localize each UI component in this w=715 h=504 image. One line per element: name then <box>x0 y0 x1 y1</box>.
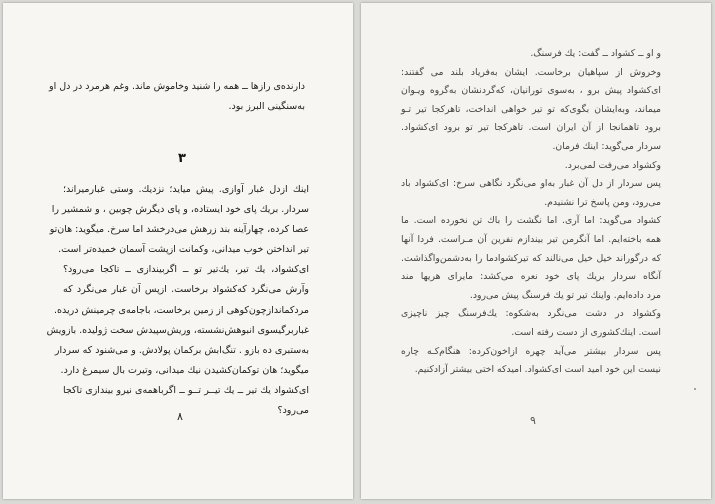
text-line: سردار. بریك پای خود ایستاده، و پای دیگرش چوبین ، و شمشیر را <box>51 204 309 216</box>
text-line: وکشواد در دشت می‌نگرد به‌شکوه: یك‌فرسنگ چیز ناچیزی <box>401 308 661 320</box>
text-line: دارنده‌ی رازها ــ همه را شنید وخاموش ماند. وغم هرمرد در دل او <box>49 81 305 92</box>
scan-speck <box>694 388 696 390</box>
text-line: و او ــ کشواد ــ گفت: یك فرسنگ. <box>530 48 661 59</box>
text-line: میگوید؛ هان تو‌کمان‌کشیدن نیك میدانی، وتیرت بال سیمرغ دارد. <box>60 364 309 376</box>
text-line: ای‌کشواد یك تیر ــ یك تیــر تــو ــ اگرباهمه‌ی نیرو بیندازی تاکجا <box>63 384 309 396</box>
text-line: وخروش از سپاهیان برخاست. ایشان به‌فریاد بلند می گفتند: <box>401 66 661 78</box>
text-line: آنگاه سردار بریك پای خود نعره می‌کشد: مایرای هریها مند <box>401 271 661 283</box>
text-line: پس سردار بیشتر می‌آید چهره ازاخون‌کرده: هنگام‌کـه چاره <box>401 345 661 357</box>
text-line: اینك ازدل غبار آوازی. پیش میاید؛ نزدیك. وستی غبارمیراند؛ <box>63 184 309 195</box>
text-line: غباربرگیسوی انبوهش‌نشسته، وریش‌سپیدش سخت ژولیده. بازویش <box>46 324 309 336</box>
text-line: ای‌کشواد، یك تیر، یك‌تیر تو ــ اگربیندازی ــ تاکجا می‌رود؟ <box>63 264 309 276</box>
text-line: به‌ستبری ده بازو . تنگ‌ابش برکمان پولادش. و می‌شنود که سردار <box>54 344 309 356</box>
text-line: می‌رود؟ <box>277 405 309 417</box>
chapter-number: ۳ <box>178 151 186 166</box>
text-line: که درگوراند خیل خیل می‌نالند که تیرکشوادما را به‌دشمن‌واگذاشت. <box>401 252 661 264</box>
page-number: ۸ <box>177 410 183 423</box>
text-line: نیست این خود امید است ای‌کشواد. امیدکه اختی بیشتر آزادکنیم. <box>414 364 661 376</box>
left-page <box>3 3 353 499</box>
right-page <box>361 3 711 499</box>
text-line: برود تاهمانجا از آن ایران است. تاهرکجا تیر تو برود ای‌کشواد. <box>401 122 661 134</box>
text-line: مردکمانداز‌چون‌کوهی از زمین برخاست، باجامه‌ی چرمینش دریده. <box>54 304 309 316</box>
text-line: سردار می‌گوید: اینك فرمان. <box>552 140 661 152</box>
text-line: میماند، وبه‌ایشان بگوی‌که تو تیر خواهی انداخت، تاهرکجا تیر تـو <box>401 103 661 115</box>
text-line: به‌سنگینی البرز بود. <box>228 101 305 113</box>
text-line: ای‌کشواد پیش برو ، به‌سوی تورانیان، که‌گردنشان به‌گروه ویـوان <box>401 85 661 97</box>
text-line: عصا کرده، چهارآینه بند زرهش می‌درخشد اما سرخ. میگوید: هان‌تو <box>49 224 309 236</box>
text-line: تیر انداختن خوب میدانی، وکمانت ازپشت آسمان خمیده‌تر است. <box>58 244 309 256</box>
text-line: مرد داده‌ایم. واینك تیر تو یك فرسنگ پیش می‌رود. <box>469 289 661 301</box>
left-top-paragraph <box>49 77 305 117</box>
text-line: وکشواد می‌رفت لمی‌برد. <box>564 159 661 171</box>
text-line: است. اینك‌کشوری از دست رفته است. <box>511 326 661 338</box>
text-line: می‌رود، ومن پاسخ ترا نشنیدم. <box>544 196 661 208</box>
text-line: همه باخته‌ایم. اما آنگرمن تیر بیندازم نفرین آن مـراست. فردا آنها <box>401 233 661 245</box>
text-line: پس سردار از دل آن غبار به‌او می‌نگرد نگاهی سرخ: ای‌کشواد باد <box>401 178 661 190</box>
text-line: وآرش می‌نگرد که‌کشواد برخاست. ازپس آن غبار می‌نگرد که <box>63 284 309 296</box>
text-line: کشواد می‌گوید: اما آری. اما نگشت را باك تن نخورده است. ما <box>401 215 661 227</box>
right-body-text <box>401 45 661 380</box>
left-body-text <box>46 180 309 421</box>
page-number: ۹ <box>530 414 536 427</box>
